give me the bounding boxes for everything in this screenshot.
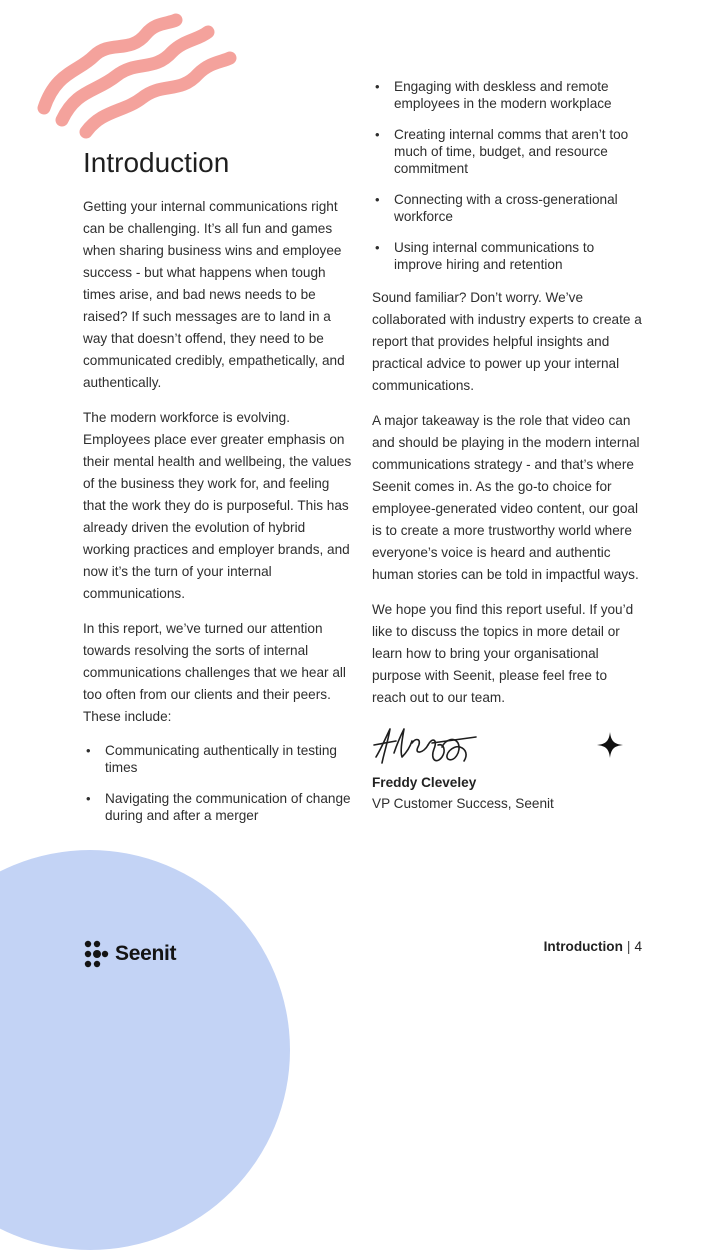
sparkle-icon <box>596 731 624 759</box>
intro-paragraph: Getting your internal communications right can be challenging. It’s all fun and games when sharing business wins and employee success - but what happens when tough times arise, and bad news needs to be raised? If such messages are to land in a way that doesn’t offend, they need to be communicated credibly, empathetically, and authentically. <box>83 199 345 390</box>
footer-separator: | <box>626 939 631 954</box>
pink-squiggle-decoration <box>30 10 240 140</box>
page-footer <box>544 939 642 954</box>
handwritten-signature <box>372 723 482 767</box>
list-item: • Using internal communications to improve hiring and retention <box>372 239 644 273</box>
closing-paragraph: We hope you find this report useful. If you’d like to discuss the topics in more detail or learn how to bring your organisational purpose with Seenit, please feel free to reach out to our team. <box>372 602 634 705</box>
list-item: • Engaging with deskless and remote employees in the modern workplace <box>372 78 644 112</box>
challenge-list <box>83 742 355 824</box>
decorative-blue-circle <box>0 850 290 1250</box>
right-column <box>372 78 644 815</box>
footer-section-name: Introduction <box>543 939 623 954</box>
list-item: • Connecting with a cross-generational workforce <box>372 191 644 225</box>
workforce-paragraph: The modern workforce is evolving. Employees place ever greater emphasis on their mental health and wellbeing, the values of the business they work for, and feeling that the work they do is purposeful. This has already driven the evolution of hybrid working practices and employer brands, and now it’s the turn of your internal communications. <box>83 410 352 601</box>
report-paragraph: In this report, we’ve turned our attention towards resolving the sorts of internal communications challenges that we hear all too often from our clients and their peers. These include: <box>83 621 346 724</box>
seenit-logo <box>83 940 176 968</box>
logo-wordmark: Seenit <box>115 942 177 965</box>
page-number: 4 <box>634 939 642 954</box>
sound-familiar-paragraph: Sound familiar? Don’t worry. We’ve collaborated with industry experts to create a report that provides helpful insights and practical advice to power up your internal communications. <box>372 290 642 393</box>
challenge-list-continued <box>372 78 644 273</box>
list-item: • Navigating the communication of change during and after a merger <box>83 790 355 824</box>
list-item: • Communicating authentically in testing times <box>83 742 355 776</box>
signer-role: VP Customer Success, Seenit <box>372 796 554 811</box>
signer-name: Freddy Cleveley <box>372 775 477 790</box>
list-item: • Creating internal comms that aren’t too much of time, budget, and resource commitment <box>372 126 644 177</box>
left-column <box>83 196 355 838</box>
video-takeaway-paragraph: A major takeaway is the role that video can and should be playing in the modern internal communications strategy - and that’s where Seenit comes in. As the go-to choice for employee-generated video content, our goal is to create a more trustworthy world where everyone’s voice is heard and authentic human stories can be told in impactful ways. <box>372 413 640 582</box>
page-title: Introduction <box>83 147 230 178</box>
seenit-dots-icon <box>83 940 109 968</box>
